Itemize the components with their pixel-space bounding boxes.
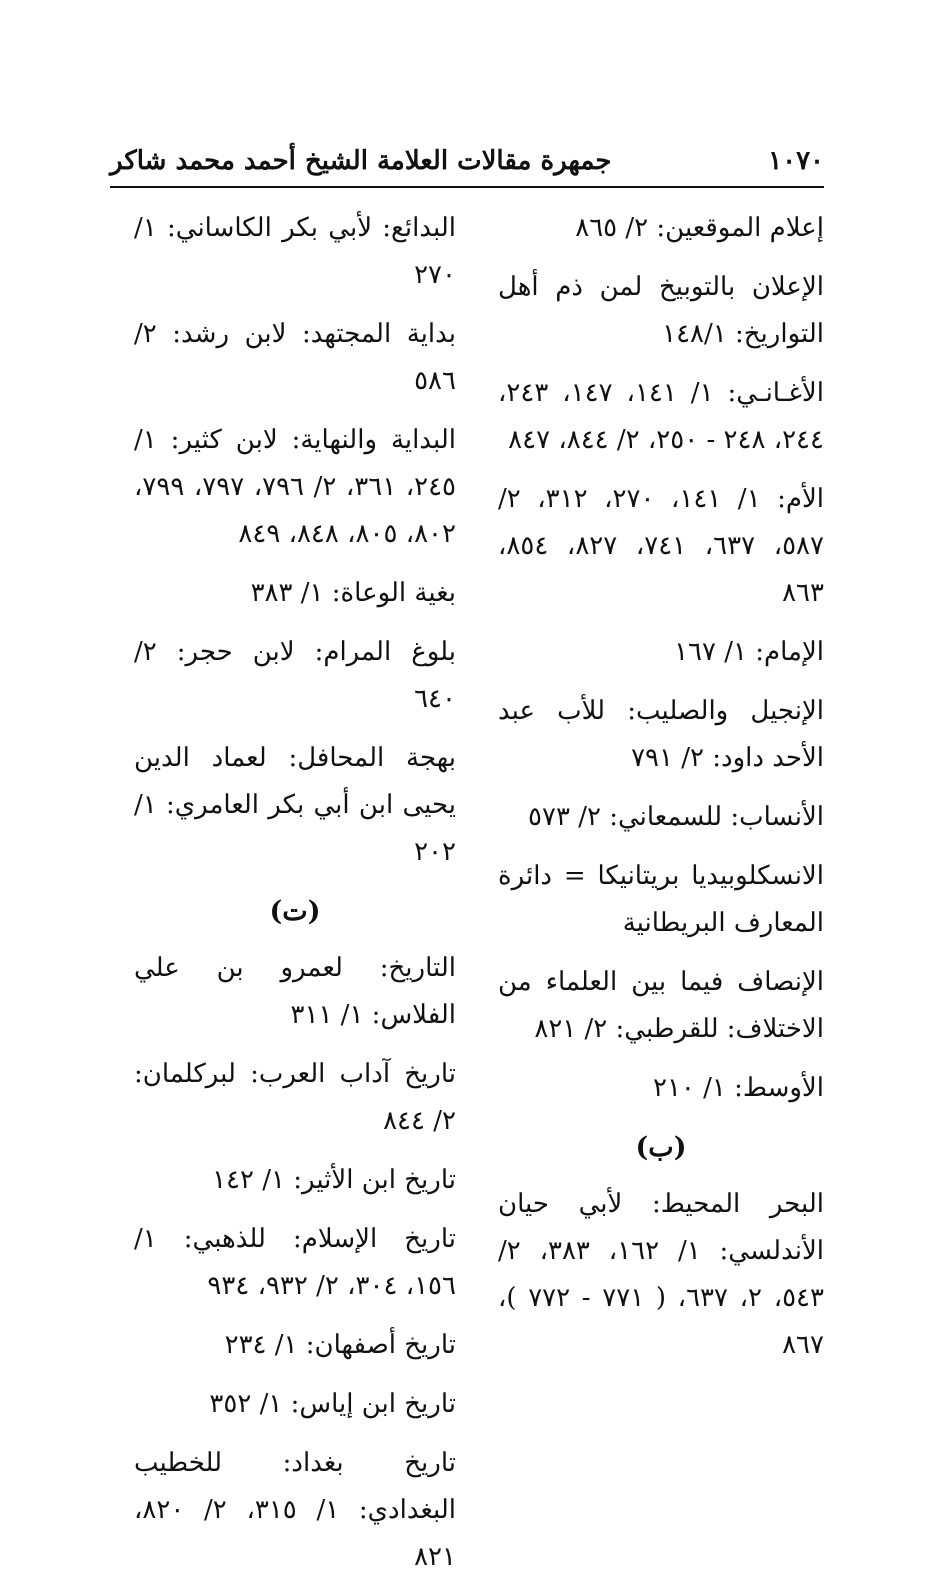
index-entry: الإنصاف فيما بين العلماء من الاختلاف: للقرطبي: ٢/ ٨٢١ <box>498 967 824 1044</box>
header-rule <box>110 186 824 188</box>
index-entry: الأم: ١/ ١٤١، ٢٧٠، ٣١٢، ٢/ ٥٨٧، ٦٣٧، ٧٤١، ٨٢٧، ٨٥٤، ٨٦٣ <box>498 484 824 608</box>
section-heading-ba: (ب) <box>635 1132 687 1163</box>
index-entry: تاريخ آداب العرب: لبركلمان: ٢/ ٨٤٤ <box>134 1059 456 1136</box>
index-entry: الأغـانـي: ١/ ١٤١، ١٤٧، ٢٤٣، ٢٤٤، ٢٤٨ - ٢٥٠، ٢/ ٨٤٤، ٨٤٧ <box>498 378 824 455</box>
index-entry: الإعلان بالتوبيخ لمن ذم أهل التواريخ: ١٤٨/١ <box>498 272 824 349</box>
index-entry: تاريخ ابن الأثير: ١/ ١٤٢ <box>212 1165 456 1195</box>
index-entry: إعلام الموقعين: ٢/ ٨٦٥ <box>575 213 824 243</box>
index-entry: بغية الوعاة: ١/ ٣٨٣ <box>250 578 456 608</box>
index-entry: البداية والنهاية: لابن كثير: ١/ ٢٤٥، ٣٦١، ٢/ ٧٩٦، ٧٩٧، ٧٩٩، ٨٠٢، ٨٠٥، ٨٤٨، ٨٤٩ <box>134 425 457 549</box>
section-heading-ta: (ت) <box>269 896 321 927</box>
index-entry: الأوسط: ١/ ٢١٠ <box>652 1073 824 1103</box>
index-entry: الإنجيل والصليب: للأب عبد الأحد داود: ٢/ ٧٩١ <box>498 696 824 773</box>
index-entry: بلوغ المرام: لابن حجر: ٢/ ٦٤٠ <box>134 637 456 714</box>
index-entry: التاريخ: لعمرو بن علي الفلاس: ١/ ٣١١ <box>134 953 456 1030</box>
index-entry: بهجة المحافل: لعماد الدين يحيى ابن أبي بكر العامري: ١/ ٢٠٢ <box>134 743 456 867</box>
index-entry: تاريخ بغداد: للخطيب البغدادي: ١/ ٣١٥، ٢/ ٨٢٠، ٨٢١ <box>134 1448 457 1572</box>
index-entry: تاريخ أصفهان: ١/ ٢٣٤ <box>224 1330 456 1360</box>
page-number: ١٠٧٠ <box>768 146 824 176</box>
right-column <box>498 205 824 1381</box>
index-entry: البدائع: لأبي بكر الكاساني: ١/ ٢٧٠ <box>134 213 456 290</box>
index-entry: تاريخ ابن إياس: ١/ ٣٥٢ <box>209 1389 456 1419</box>
index-entry: الانسكلوبيديا بريتانيكا = دائرة المعارف البريطانية <box>498 861 824 938</box>
index-entry: الإمام: ١/ ١٦٧ <box>674 637 824 667</box>
running-title: جمهرة مقالات العلامة الشيخ أحمد محمد شاكر <box>110 146 612 176</box>
index-entry: الأنساب: للسمعاني: ٢/ ٥٧٣ <box>528 802 824 832</box>
index-entry: بداية المجتهد: لابن رشد: ٢/ ٥٨٦ <box>134 319 456 396</box>
index-entry: البحر المحيط: لأبي حيان الأندلسي: ١/ ١٦٢، ٣٨٣، ٢/ ٥٤٣، ٢، ٦٣٧، ( ٧٧١ - ٧٧٢ )، ٨٦٧ <box>498 1189 825 1360</box>
left-column <box>134 205 456 1593</box>
index-entry: تاريخ الإسلام: للذهبي: ١/ ١٥٦، ٣٠٤، ٢/ ٩٣٢، ٩٣٤ <box>134 1224 456 1301</box>
page-header <box>110 138 824 184</box>
